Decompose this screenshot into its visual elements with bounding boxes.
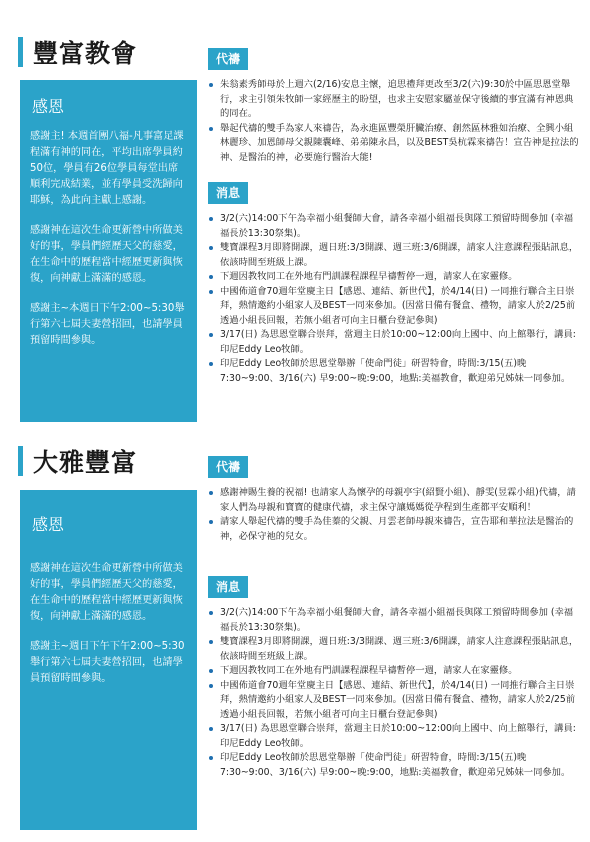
title-accent-bar: [18, 446, 23, 476]
section-label: 消息: [208, 182, 248, 204]
list-item: 印尼Eddy Leo牧師於思恩堂舉辦「使命門徒」研習特會，時間:3/15(五)晚7:30~9:00、3/16(六) 早9:00~晚:9:00，地點:美福教會，歡迎弟兄姊妹一同參加。: [208, 357, 580, 386]
list-item: 3/2(六)14:00下午為幸福小組餐師大會，請各幸福小組福長與隊工預留時間參加 (幸福福長於13:30祭集)。: [208, 606, 580, 635]
sidebar-paragraph: 感謝主~本週日下午2:00~5:30舉行第六七屆夫妻營招回，也請學員預留時間參與。: [30, 303, 185, 346]
title-accent-bar: [18, 37, 23, 67]
sidebar-paragraph: 感謝神在這次生命更新營中所做美好的事，學員們經歷天父的慈愛，在生命中的歷程當中經歷更新與恢復，向神獻上滿滿的感恩。: [30, 225, 183, 284]
prayer-section: [208, 48, 580, 165]
prayer-list: [208, 486, 580, 544]
list-item: 下週因教牧同工在外地有門訓課程課程早禱暫停一週，請家人在家靈修。: [208, 664, 580, 679]
thanksgiving-sidebar: [20, 490, 197, 830]
church-title: [18, 443, 137, 479]
list-item: 3/17(日) 為思恩堂聯合崇拜，當週主日於10:00~12:00向上國中、向上館舉行，講員:印尼Eddy Leo牧師。: [208, 722, 580, 751]
list-item: 中國佈道會70週年堂慶主日【感恩、連結、新世代】，於4/14(日) 一同推行聯合主日崇拜，熱情邀約小組家人及BEST一同來參加。(因當日備有餐盒、禮物，請家人於2/25前透過小組長回報，若無小組者可向主日櫃台登記參與): [208, 285, 580, 329]
list-item: 印尼Eddy Leo牧師於思恩堂舉辦「使命門徒」研習特會，時間:3/15(五)晚7:30~9:00、3/16(六) 早9:00~晚:9:00，地點:美福教會，歡迎弟兄姊妹一同參加。: [208, 751, 580, 780]
list-item: 3/2(六)14:00下午為幸福小組餐師大會，請各幸福小組福長與隊工預留時間參加 (幸福福長於13:30祭集)。: [208, 212, 580, 241]
section-label: 代禱: [208, 456, 248, 478]
list-item: 感謝神賜生養的祝福! 也請家人為懷孕的母親亭宇(紹賢小組)、靜雯(昱霖小組)代禱，請家人們為母親和寶寶的健康代禱，求主保守讓媽媽從孕程到生產都平安順利！: [208, 486, 580, 515]
sidebar-paragraph: 感謝神在這次生命更新營中所做美好的事，學員們經歷天父的慈愛，在生命中的歷程當中經歷更新與恢復，向神獻上滿滿的感恩。: [30, 563, 183, 622]
church-name: 大雅豐富: [33, 448, 138, 477]
prayer-section: [208, 456, 580, 544]
sidebar-paragraph: 感謝主~週日下午下午2:00~5:30舉行第六七屆夫妻營招回，也請學員預留時間參與。: [30, 641, 185, 684]
news-list: [208, 606, 580, 780]
news-section: [208, 576, 580, 780]
list-item: 朱翁素秀師母於上週六(2/16)安息主懷，追思禮拜更改至3/2(六)9:30於中區思恩堂舉行，求主引領朱牧師一家經歷主的盼望，也求主安慰家屬並保守後續的事宜滿有神恩典的同在。: [208, 78, 580, 122]
section-label: 代禱: [208, 48, 248, 70]
prayer-list: [208, 78, 580, 165]
list-item: 請家人舉起代禱的雙手為佳蓁的父親、月雲老師母親來禱告，宣告耶和華拉法是醫治的神，必保守祂的兒女。: [208, 515, 580, 544]
thanksgiving-sidebar: [20, 80, 197, 422]
list-item: 雙寶課程3月即將開課，週日班:3/3開課、週三班:3/6開課，請家人注意課程張貼訊息，依該時間至班級上課。: [208, 241, 580, 270]
section-label: 消息: [208, 576, 248, 598]
sidebar-heading: 感恩: [32, 97, 65, 116]
sidebar-paragraph: 感謝主! 本週首團八福-凡事富足課程滿有神的同在，平均出席學員約50位，學員有26位學員每堂出席順利完成結業，並有學員受洗歸向耶穌，為此向主獻上感謝。: [30, 131, 184, 206]
list-item: 雙寶課程3月即將開課，週日班:3/3開課、週三班:3/6開課，請家人注意課程張貼訊息，依該時間至班級上課。: [208, 635, 580, 664]
sidebar-heading: 感恩: [32, 515, 65, 534]
news-section: [208, 182, 580, 386]
list-item: 中國佈道會70週年堂慶主日【感恩、連結、新世代】，於4/14(日) 一同推行聯合主日崇拜，熱情邀約小組家人及BEST一同來參加。(因當日備有餐盒、禮物，請家人於2/25前透過小組長回報，若無小組者可向主日櫃台登記參與): [208, 679, 580, 723]
list-item: 3/17(日) 為思恩堂聯合崇拜，當週主日於10:00~12:00向上國中、向上館舉行，講員:印尼Eddy Leo牧師。: [208, 328, 580, 357]
church-name: 豐富教會: [33, 39, 138, 68]
news-list: [208, 212, 580, 386]
church-title: [18, 34, 137, 70]
list-item: 下週因教牧同工在外地有門訓課程課程早禱暫停一週，請家人在家靈修。: [208, 270, 580, 285]
list-item: 舉起代禱的雙手為家人來禱告，為永進區豐榮肝臟治療、創然區林雅如治療、全興小組林麗珍、加恩師母父親陳囊峰、弟弟陳永昌，以及BEST吳杭霖來禱告！宣告神是拉法的神、是醫治的神，必要施行醫治大能!: [208, 122, 580, 166]
